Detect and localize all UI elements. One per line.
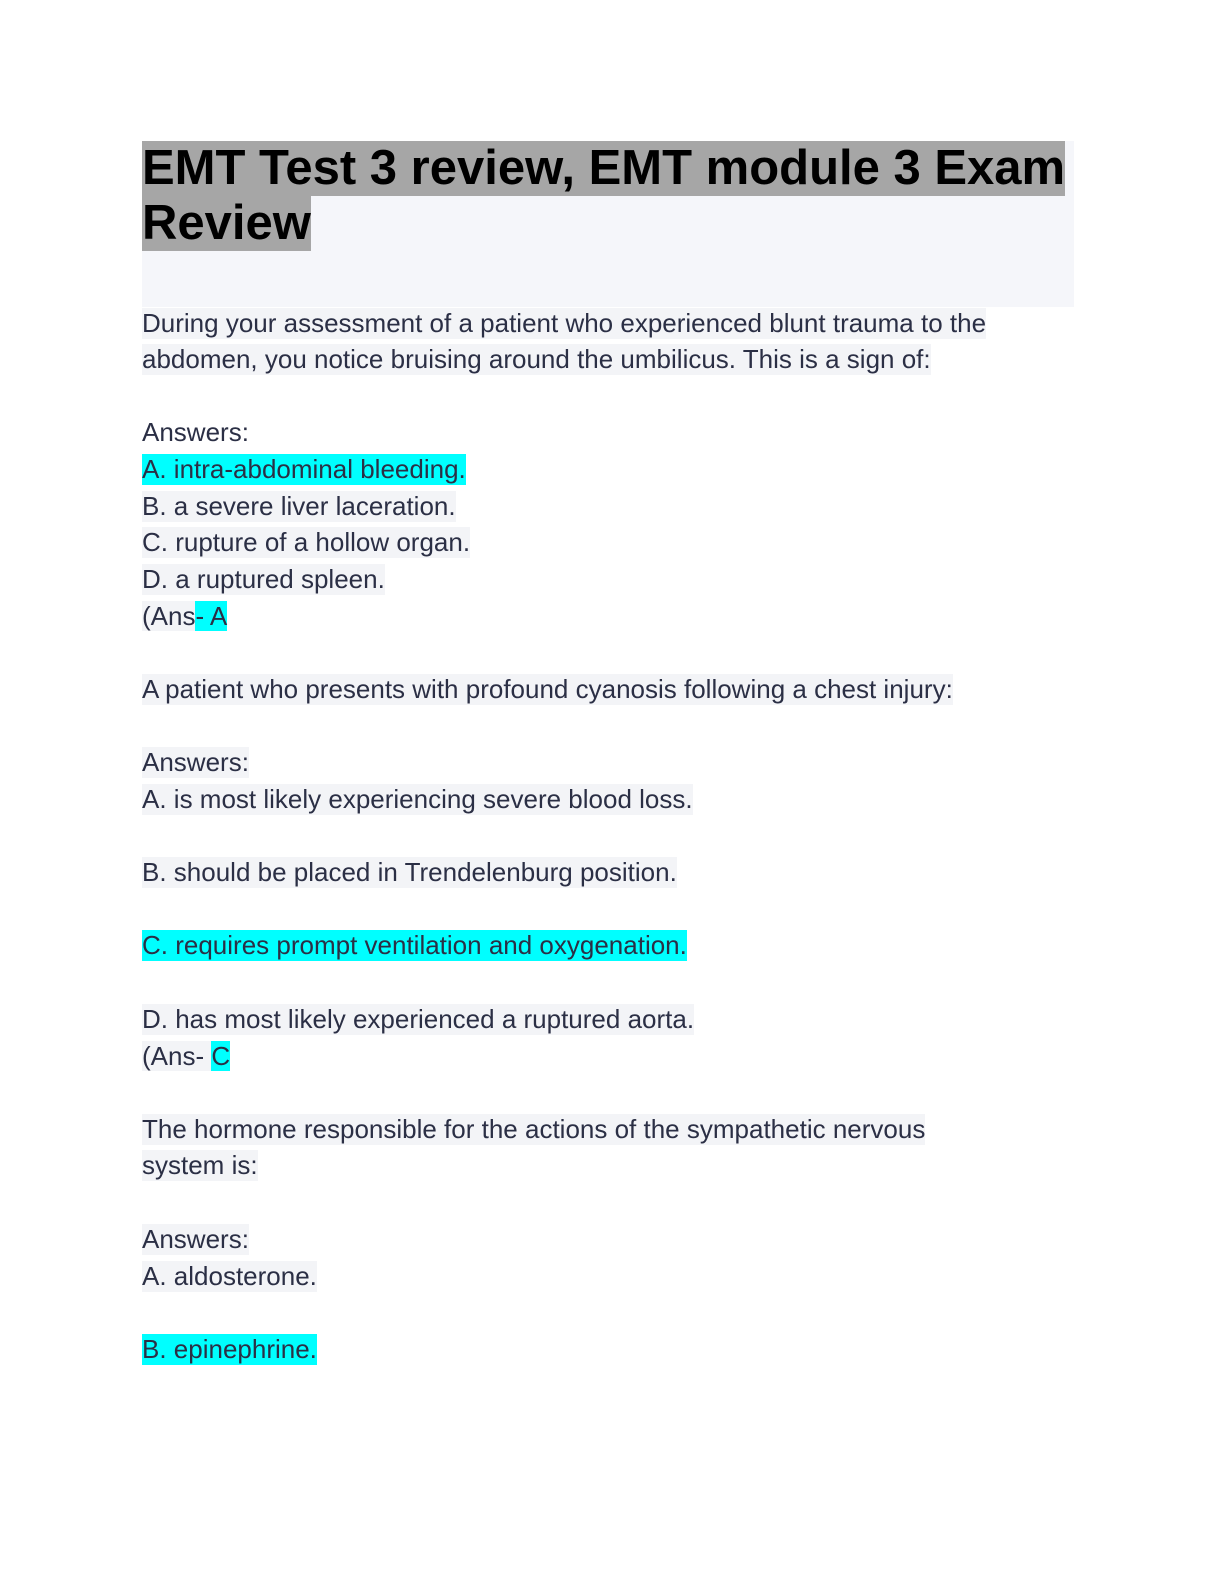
question-2-option-a: A. is most likely experiencing severe blood loss. <box>142 784 693 814</box>
question-2-stem-line-1: A patient who presents with profound cyanosis following a chest injury: <box>142 674 953 704</box>
question-2-option-d: D. has most likely experienced a ruptured aorta. <box>142 1004 695 1034</box>
question-1-option-c: C. rupture of a hollow organ. <box>142 527 471 557</box>
question-1-option-d: D. a ruptured spleen. <box>142 564 385 594</box>
question-2-answers-label: Answers: <box>142 747 249 777</box>
question-3-option-a: A. aldosterone. <box>142 1261 317 1291</box>
question-1-stem-line-1: During your assessment of a patient who experienced blunt trauma to the <box>142 308 987 338</box>
question-2-option-b: B. should be placed in Trendelenburg position. <box>142 857 677 887</box>
question-2-answer-line <box>142 1041 230 1072</box>
question-1-option-b: B. a severe liver laceration. <box>142 491 456 521</box>
question-2-answer-value: C <box>211 1041 231 1071</box>
document-title-line-2: Review <box>142 196 311 250</box>
question-1-answer-value: - A <box>195 601 228 631</box>
question-1-answers-label: Answers: <box>142 417 249 447</box>
question-3-answers-label: Answers: <box>142 1224 249 1254</box>
question-3-stem-line-2: system is: <box>142 1150 258 1180</box>
question-1-answer-line <box>142 601 227 632</box>
question-2-option-c: C. requires prompt ventilation and oxygenation. <box>142 930 687 960</box>
question-1-option-a: A. intra-abdominal bleeding. <box>142 454 466 484</box>
question-3-stem-line-1: The hormone responsible for the actions of the sympathetic nervous <box>142 1114 926 1144</box>
question-1-stem-line-2: abdomen, you notice bruising around the umbilicus. This is a sign of: <box>142 344 931 374</box>
question-3-option-b: B. epinephrine. <box>142 1334 317 1364</box>
question-1-answer-prefix: (Ans <box>142 601 196 631</box>
document-title-line-1: EMT Test 3 review, EMT module 3 Exam <box>142 141 1066 195</box>
question-2-answer-prefix: (Ans- <box>142 1041 212 1071</box>
